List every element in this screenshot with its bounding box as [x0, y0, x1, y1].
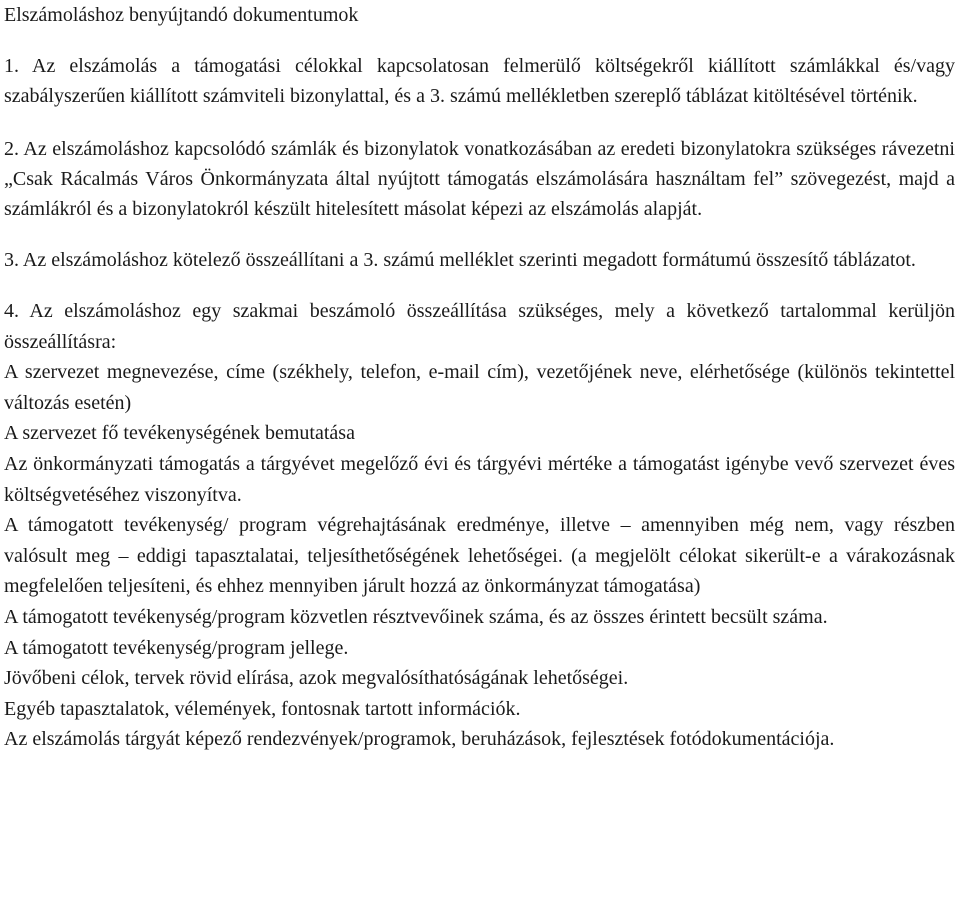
document-page	[4, 0, 955, 755]
paragraph-2: 2. Az elszámoláshoz kapcsolódó számlák és bizonylatok vonatkozásában az eredeti bizonylatokra szükséges rávezetni „Csak Rácalmás Város Önkormányzata által nyújtott támogatás elszámolására használtam fel” szövegezést, majd a számlákról és a bizonylatokról készült hitelesített másolat képezi az elszámolás alapját.	[4, 138, 955, 220]
report-item-character: A támogatott tevékenység/program jellege.	[4, 636, 349, 659]
document-title: Elszámoláshoz benyújtandó dokumentumok	[4, 4, 359, 26]
report-item-main-activity: A szervezet fő tevékenységének bemutatása	[4, 422, 355, 445]
paragraph-1: 1. Az elszámolás a támogatási célokkal kapcsolatosan felmerülő költségekről kiállított számlákkal és/vagy szabályszerűen kiállított számviteli bizonylattal, és a 3. számú mellékletben szereplő táblázat kitöltésével történik.	[4, 55, 955, 107]
report-item-other-experiences: Egyéb tapasztalatok, vélemények, fontosnak tartott információk.	[4, 697, 521, 720]
report-item-organization: A szervezet megnevezése, címe (székhely, telefon, e-mail cím), vezetőjének neve, elérhetősége (különös tekintettel változás esetén)	[4, 361, 955, 414]
paragraph-4-section	[4, 296, 955, 755]
paragraph-3: 3. Az elszámoláshoz kötelező összeállítani a 3. számú melléklet szerinti megadott formátumú összesítő táblázatot.	[4, 249, 916, 271]
report-item-support-ratio: Az önkormányzati támogatás a tárgyévet megelőző évi és tárgyévi mértéke a támogatást igénybe vevő szervezet éves költségvetéséhez viszonyítva.	[4, 452, 955, 506]
paragraph-4-intro: 4. Az elszámoláshoz egy szakmai beszámoló összeállítása szükséges, mely a következő tartalommal kerüljön összeállításra:	[4, 300, 955, 353]
report-item-future-goals: Jövőbeni célok, tervek rövid elírása, azok megvalósíthatóságának lehetőségei.	[4, 667, 629, 690]
report-item-results: A támogatott tevékenység/ program végrehajtásának eredménye, illetve – amennyiben még nem, vagy részben valósult meg – eddigi tapasztalatai, teljesíthetőségének lehetőségei. (a megjelölt célokat sikerült-e a várakozásnak megfelelően teljesíteni, és ehhez mennyiben járult hozzá az önkormányzat támogatása)	[4, 514, 955, 598]
report-item-participants: A támogatott tevékenység/program közvetlen résztvevőinek száma, és az összes érintett becsült száma.	[4, 605, 828, 628]
report-item-photo-documentation: Az elszámolás tárgyát képező rendezvények/programok, beruházások, fejlesztések fotódokumentációja.	[4, 728, 835, 751]
